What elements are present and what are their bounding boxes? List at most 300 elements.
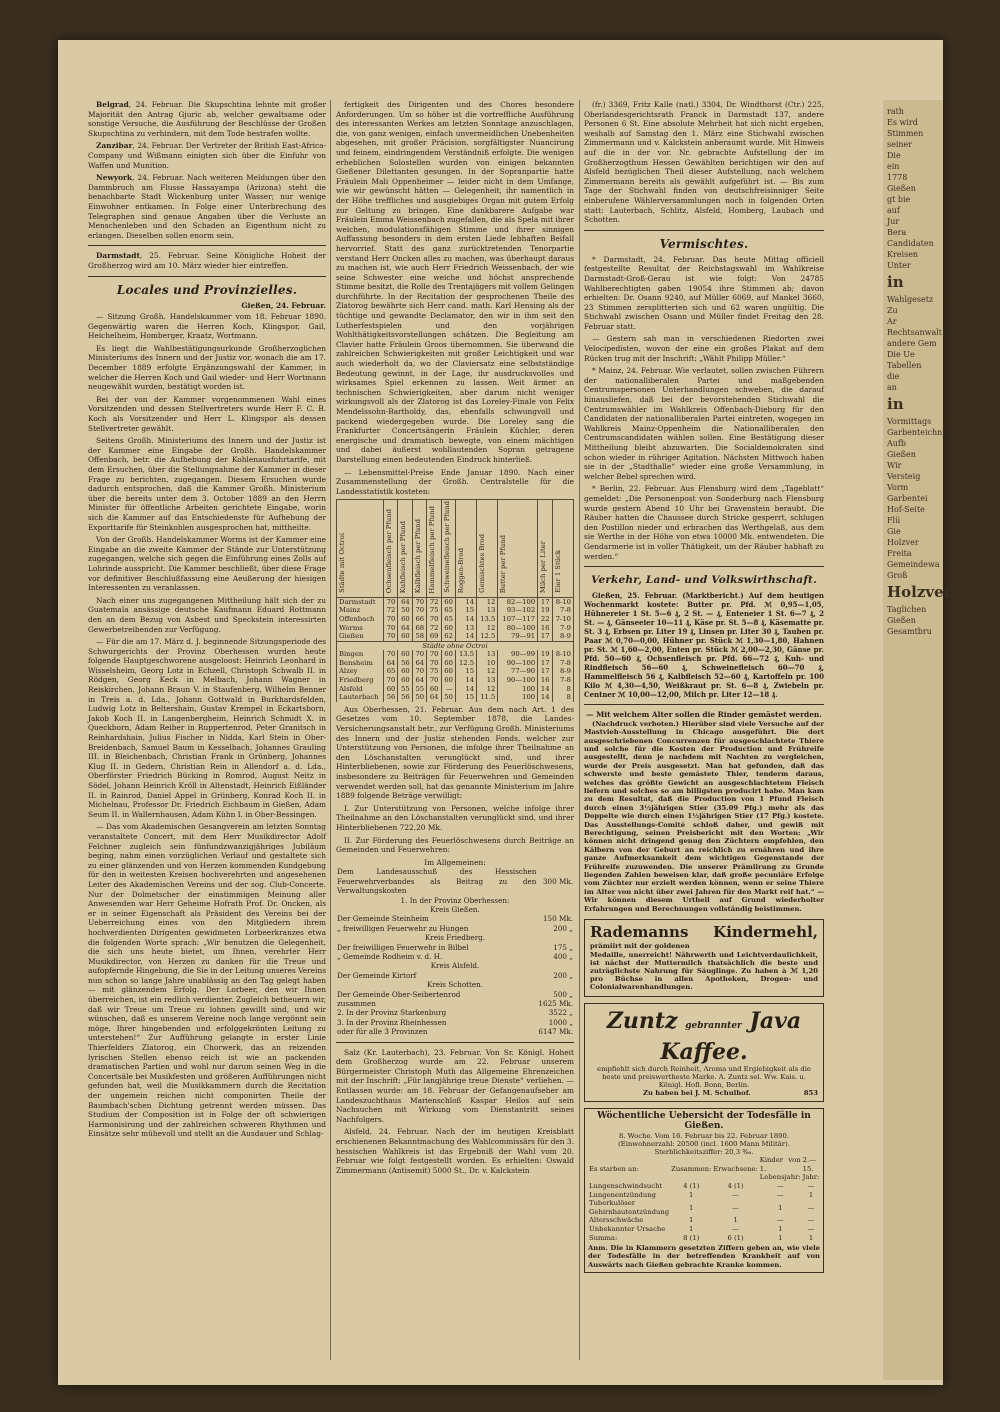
deaths-cell: 4 (1) <box>727 1182 744 1191</box>
table-cell: Lauterbach <box>337 693 384 702</box>
funds-amount: 6147 Mk. <box>538 1027 573 1037</box>
table-row <box>337 632 574 641</box>
table-header <box>455 500 476 597</box>
edge-fragment: Candidaten <box>887 239 934 248</box>
table-cell: 68 <box>412 624 426 633</box>
deaths-row <box>588 1225 820 1234</box>
funds-row <box>336 896 574 905</box>
edge-fragment: Flü <box>887 516 901 525</box>
deaths-title: Wöchentliche Uebersicht der Todesfälle in Gießen. <box>597 1111 811 1132</box>
table-header <box>498 500 538 597</box>
funds-row <box>336 924 574 933</box>
edge-fragment: Freita <box>887 549 912 558</box>
divider <box>88 245 326 246</box>
article-darmstadt: Darmstadt, 25. Februar. Seine Königliche Hoheit der Großherzog wird am 10. März wieder hier eintreffen. <box>88 251 326 270</box>
table-cell: 60 <box>441 667 455 676</box>
table-cell: 56 <box>383 693 397 702</box>
market-report: Gießen, 25. Februar. (Marktbericht.) Auf dem heutigen Wochenmarkt kostete: Butter pr. Pfd. ℳ 0,95—1,05, Hühnereier 1 St. 5—6 ₰, 2 St. — ₰, Enteneier 1 St. 6—7 ₰, 2 St. — ₰, Gänseeier 10—11 ₰, Käse pr. St. 5—8 ₰, Käsematte pr. St. 3 ₰, Erbsen pr. Liter 19 ₰, Linsen pr. Liter 30 ₰, Tauben pr. Paar ℳ 0,70—0,00, Hühner pr. Stück ℳ 1,30—1,80, Hahnen pr. St. ℳ 1,60—2,00, Enten pr. Stück ℳ 2,00—2,30, Gänse pr. Pfd. 50—60 ₰, Ochsenfleisch pr. Pfd. 66—72 ₰, Kuh- und Rindfleisch 56—60 ₰, Schweinefleisch 60—70 ₰, Hammelfleisch 56 ₰, Kalbfleisch 52—60 ₰, Kartoffeln pr. 100 Kilo ℳ 4,30—4,50, Weißkraut pr. St. 6—8 ₰, Zwiebeln pr. Centner ℳ 10,00—12,00, Milch pr. Liter 12—18 ₰. <box>584 591 824 700</box>
deaths-note: Anm. Die in Klammern gesetzten Ziffern geben an, wie viele der Todesfälle in der betreffenden Krankheit auf von Auswärts nach Gießen gebrachte Kranke kommen. <box>588 1244 820 1269</box>
edge-fragment: Die <box>887 151 901 160</box>
table-cell: 64 <box>412 659 426 668</box>
table-header-label: Butter per Pfund <box>499 534 508 594</box>
edge-fragment: Es wird <box>887 118 918 127</box>
deaths-cell: 1 <box>778 1203 783 1212</box>
table-cell: 65 <box>383 667 397 676</box>
column-rule <box>579 100 580 1360</box>
divider <box>584 230 824 231</box>
edge-fragment-big: in <box>887 395 904 413</box>
deaths-cell: Summa: <box>589 1233 618 1242</box>
table-cell: — <box>441 685 455 694</box>
funds-label: Kreis Alsfeld. <box>430 961 480 971</box>
deaths-cell: — <box>807 1216 815 1225</box>
deaths-cell: 4 (1) <box>683 1182 700 1191</box>
funds-label: 1. In der Provinz Oberhessen: <box>400 895 510 905</box>
funds-label: Der freiwilligen Feuerwehr in Bilbel <box>337 942 469 952</box>
table-cell: 100 <box>498 685 538 694</box>
table-header-label: Eier 1 Stück <box>553 550 562 594</box>
deaths-cell: 1 <box>689 1190 694 1199</box>
table-cell: 75 <box>427 606 441 615</box>
column-2 <box>336 100 574 1370</box>
table-header-label: Milch per Liter <box>539 541 548 594</box>
edge-fragment: Zu <box>887 306 898 315</box>
edge-fragment: seiner <box>887 140 913 149</box>
table-cell: 82—100 <box>498 597 538 606</box>
deaths-overview <box>584 1108 824 1272</box>
funds-row <box>336 952 574 961</box>
table-cell: 10 <box>477 659 498 668</box>
table-cell: 14 <box>538 693 552 702</box>
table-cell: 70 <box>427 659 441 668</box>
table-row <box>337 615 574 624</box>
table-cell: 55 <box>412 685 426 694</box>
table-cell: 17 <box>538 597 552 606</box>
table-cell: 70 <box>412 667 426 676</box>
table-cell: 64 <box>427 693 441 702</box>
deaths-cell: 1 <box>689 1203 694 1212</box>
deaths-cell: — <box>732 1225 739 1234</box>
deaths-cell: Altersschwäche <box>589 1216 644 1225</box>
table-cell: 70 <box>427 615 441 624</box>
table-cell: 14 <box>455 615 476 624</box>
table-cell: 72 <box>383 606 397 615</box>
table-header-label: Schweinefleisch per Pfund <box>442 501 451 594</box>
deaths-cell: — <box>776 1182 784 1191</box>
edge-fragment: Gießen <box>887 184 916 193</box>
table-cell: 65 <box>441 606 455 615</box>
deaths-cell: — <box>776 1190 784 1199</box>
funds-row <box>336 999 574 1008</box>
cattle-article: (Nachdruck verboten.) Hierüber sind viele Versuche auf der Mastvieh-Ausstellung in Chicago ausgeführt. Die dort ausgeschriebenen Concurrenzen für ausgeschlachtete Thiere und solche für die Kosten der Production und Frühreife ausgestellt, denn je nachdem mit Nachten zu vergleichen, wurde der Preis ausgesetzt. Man hat gefunden, daß das schwerste und beste gemästete Thier, tenderm daraus, welches das größte Gewicht an ausgeschlachtetem Fleisch liefern und solches so am billigsten producirt habe. Man kam zu dem Resultat, daß die Production von 1 Pfund Fleisch durch einen 3½jährigen Stier (35.09 Pfg.) mehr als das Doppelte wie durch einen 1½jährigen Stier (17 Pfg.) kostete. Das Ausstellungs-Comité schloß daher, und gewiß mit Berechtigung, seinen Preisbericht mit den Worten: „Wir können nicht dringend genug den Züchtern empfehlen, den Kälbern von der Geburt an reichlich zu ernähren und ihre ganze Aufmerksamkeit dem wichtigen Gegenstande der Frühreife zuzuwenden. Die unserer Prämiirung zu Grunde liegenden Zahlen beweisen klar, daß große pecuniäre Erfolge vom Züchter nur erzielt werden können, wenn er seine Thiere im Alter von nicht über zwei Jahren für den Markt reif hat.“ — Wir können diesem Urtheil auf Grund wiederholter Erfahrungen und Berechnungen vollständig beistimmen. <box>584 719 824 913</box>
adjacent-page-edge <box>883 100 952 1380</box>
ad-rademann-title: Rademanns Kindermehl, <box>590 923 818 942</box>
table-cell: 14 <box>455 676 476 685</box>
table-header-label: Hammelfleisch per Pfund <box>428 505 437 594</box>
edge-fragment: ein <box>887 162 900 171</box>
edge-fragment: an <box>887 383 897 392</box>
table-cell: 70 <box>383 615 397 624</box>
deaths-cell: 1 <box>733 1216 738 1225</box>
funds-amount: 200 „ <box>553 970 573 980</box>
paragraph: Von der Großh. Handelskammer Worms ist der Kammer eine Eingabe an die zweite Kammer der Stände zur Unterstützung zugegangen, welche sich gegen die Einführung eines Zolls auf Lohrinde ausspricht. Die Kammer beschließt, über diese Frage vor definitiver Beschlußfassung eine Aeußerung der hiesigen Interessenten zu veranlassen. <box>88 535 326 593</box>
table-cell: 13 <box>477 606 498 615</box>
table-cell: 12.5 <box>477 632 498 641</box>
paragraph: * Berlin, 22. Februar. Aus Flensburg wird dem „Tageblatt“ gemeldet: „Die Personenpost von Sonderburg nach Flensburg wurde gestern Abend 10 Uhr bei Gravenstein beraubt. Die Räuber hatten die Chaussee durch Stricke gesperrt, schlugen den Postillon nieder und erbrachen das Werthgelaß, aus dem sie Werthe in der Höhe von etwa 10000 Mk. entwendeten. Die Gendarmerie ist in voller Thätigkeit, um der Räuber habhaft zu werden.“ <box>584 484 824 561</box>
deaths-cell: 6 (1) <box>727 1233 744 1242</box>
paragraph: Nach einer uns zugegangenen Mittheilung hält sich der zu Guatemala ansässige deutsche Kaufmann Eduard Rottmann den an dem Bezug von Asbest und Speckstein interessirten Gewerbetreibenden zur Verfügung. <box>88 595 326 634</box>
edge-fragment: 1778 <box>887 173 908 182</box>
table-cell: 60 <box>383 685 397 694</box>
table-cell: 79—91 <box>498 632 538 641</box>
table-cell: Alsfeld <box>337 685 384 694</box>
table-row <box>337 606 574 615</box>
table-cell: Alzey <box>337 667 384 676</box>
edge-fragment: Stimmen <box>887 129 924 138</box>
deaths-population: (Einwohnerzahl: 20500 (incl. 1600 Mann Militär). <box>618 1139 790 1148</box>
deaths-cell: — <box>732 1190 739 1199</box>
table-cell: 60 <box>441 597 455 606</box>
paragraph: Es liegt die Wahlbestätigungsurkunde Großherzoglichen Ministeriums des Innern und der Justiz vor, wonach die am 17. December 1889 erfolgte Ergänzungswahl der Kammer, in welcher die Herren Koch und Gail wieder- und Herr Wortmann neugewählt wurden, bestätigt worden ist. <box>88 343 326 392</box>
deaths-cell: 1 <box>808 1233 814 1242</box>
table-cell: 13 <box>477 650 498 659</box>
funds-label: Kreis Friedberg. <box>424 933 486 943</box>
funds-row <box>336 961 574 970</box>
edge-fragment: Versteig <box>887 472 921 481</box>
ad-rademann <box>584 919 824 997</box>
table-cell: 8-9 <box>552 667 573 676</box>
table-cell: 50 <box>412 693 426 702</box>
funds-row <box>336 867 574 895</box>
food-prices-table <box>336 499 574 702</box>
divider <box>584 566 824 567</box>
table-cell: 70 <box>427 650 441 659</box>
deaths-rate: Sterblichkeitsziffer: 20,3 ‰. <box>654 1148 754 1157</box>
table-cell: 7-8 <box>552 606 573 615</box>
table-cell: Bensheim <box>337 659 384 668</box>
funds-general-label: Im Allgemeinen: <box>424 857 486 867</box>
table-cell: 8-9 <box>552 632 573 641</box>
funds-row <box>336 980 574 989</box>
deaths-cell: 1 <box>689 1225 694 1234</box>
edge-fragment: Holzver <box>887 538 919 547</box>
table-cell: 50 <box>398 606 412 615</box>
table-cell: 64 <box>412 676 426 685</box>
table-cell: 60 <box>398 650 412 659</box>
table-cell: 64 <box>398 624 412 633</box>
table-header <box>427 500 441 597</box>
table-cell: 17 <box>538 659 552 668</box>
ad-rademann-prize: prämiirt mit der goldenen <box>590 942 690 951</box>
table-row <box>337 676 574 685</box>
edge-fragment: Garbentei <box>887 494 928 503</box>
paragraph: (fr.) 3369, Fritz Kalle (natl.) 3304, Dr. Windthorst (Ctr.) 225, Oberlandesgerichtsrath Franck in Darmstadt 137, andere Personen 6 St. Eine absolute Mehrheit hat sich nicht ergeben, weshalb auf Samstag den 1. März eine Stichwahl zwischen Zimmermann und v. Kalckstein anberaumt wurde. Mit Hinweis auf die in der vor. Nr. gebrachte Aufstellung der im Großherzogthum Hessen Gewählten berichtigen wir den auf Alsfeld bezüglichen Theil dieser Aufstellung, nach welchem Zimmermann bereits als gewählt aufgeführt ist. — Bis zum Tage der Stichwahl finden von deutschfreisinniger Seite einberufene Wählerversammlungen noch in folgenden Orten statt: Lauterbach, Schlitz, Alsfeld, Homberg, Laubach und Schotten. <box>584 100 824 225</box>
table-cell: 14 <box>455 597 476 606</box>
table-cell: 60 <box>398 667 412 676</box>
table-cell: 72 <box>427 624 441 633</box>
table-cell: 7-10 <box>552 615 573 624</box>
table-cell: 12.5 <box>455 659 476 668</box>
funds-label: Der Gemeinde Ober-Seibertenrod <box>337 989 461 999</box>
cattle-article-title: — Mit welchem Alter sollen die Rinder gemästet werden. <box>586 710 822 720</box>
deaths-cell: 1 <box>778 1233 783 1242</box>
prices-intro: — Lebensmittel-Preise Ende Januar 1890. Nach einer Zusammenstellung der Großh. Centralstelle für die Landesstatistik kosteten: <box>336 467 574 496</box>
edge-fragment: Bera <box>887 228 907 237</box>
deaths-header-cell: Kinder von 1. Lebensjahr: <box>759 1156 801 1182</box>
table-group-label: Städte ohne Octroi <box>337 641 574 650</box>
funds-label: „ freiwilligen Feuerwehr zu Hungen <box>337 923 469 933</box>
edge-fragment: Gießen <box>887 616 916 625</box>
table-header-label: Kalbfleisch per Pfund <box>413 518 422 594</box>
table-cell: 90—100 <box>498 659 538 668</box>
table-cell: 60 <box>441 650 455 659</box>
funds-row <box>336 1027 574 1036</box>
table-cell: Mainz <box>337 606 384 615</box>
deaths-cell: — <box>776 1216 784 1225</box>
section-title-verkehr: Verkehr, Land- und Volkswirthschaft. <box>591 574 817 587</box>
table-cell: 70 <box>412 650 426 659</box>
paragraph: Seitens Großh. Ministeriums des Innern und der Justiz ist der Kammer eine Eingabe der Großh. Handelskammer Offenbach, betr. die Aufhebung der Kohlenausfuhrtarife, mit dem Ersuchen, über die Stellungnahme der Kammer in dieser Frage zu berichten, zugegangen. Diesem Ersuchen wurde dadurch entsprochen, daß die Kammer Großh. Ministerium über die bereits unter dem 3. October 1889 an den Herrn Minister für öffentliche Arbeiten gerichtete Eingabe, worin sich die Kammer auf das Entschiedenste für Aufhebung der Exporttarife für Steinkohlen ausgesprochen hat, mittheilte. <box>88 436 326 532</box>
edge-fragment: Wahlgesetz <box>887 295 934 304</box>
table-cell: 22 <box>538 615 552 624</box>
table-cell: 11.5 <box>477 693 498 702</box>
funds-label: Der Gemeinde Kirtorf <box>337 970 417 980</box>
article-zanzibar: Zanzibar, 24. Februar. Der Vertreter der British East-Africa-Company und Wißmann einigten sich über die Einfuhr von Waffen und Munition. <box>88 141 326 170</box>
table-cell: 70 <box>412 597 426 606</box>
table-cell: 13.5 <box>455 650 476 659</box>
funds-row <box>336 1008 574 1017</box>
funds-row <box>336 933 574 942</box>
edge-fragment: gt bie <box>887 195 911 204</box>
table-cell: 58 <box>412 632 426 641</box>
deaths-row <box>588 1216 820 1225</box>
table-row <box>337 597 574 606</box>
table-cell: 14 <box>538 685 552 694</box>
deaths-header-cell: Erwachsene: <box>713 1164 758 1173</box>
table-row <box>337 650 574 659</box>
table-cell: 80—100 <box>498 624 538 633</box>
deaths-cell: Unbekannter Ursache <box>589 1225 666 1234</box>
table-cell: Darmstadt <box>337 597 384 606</box>
table-cell: 90—100 <box>498 676 538 685</box>
paragraph: fertigkeit des Dirigenten und des Chores besondere Anforderungen. Um so höher ist die vortreffliche Ausführung des interessanten Werkes am letzten Sonntage anzuschlagen, die, von ganz wenigen, einfach unvermeidlichen Unebenheiten abgesehen, mit großer Präcision, sorgfältigster Nuancirung und feinem, eindringendem Verständniß erfolgte. Die wenigen erheblichen Solostellen wurden von einigen bekannten Gießener Dilettanten gesungen. In der Sopranpartie hatte Fräulein Mali Oppenheimer — leider nicht in dem Umfange, wie wir gewünscht hätten — Gelegenheit, ihr namentlich in der Höhe treffliches und ausgiebiges Organ mit gutem Erfolg zur Geltung zu bringen. Eine dankbarere Aufgabe war Fräulein Emma Weissenbach zugefallen, die als Spela mit ihrer weichen, modulationsfähigen Stimme und ihrer sinnigen Auffassung besonders in dem ersten Liede lebhaften Beifall hervorrief. Statt des ganz zurücktretenden Tenorpartie verstand Herr Oncken alles zu machen, was überhaupt daraus zu machen ist, wie auch Herr Friedrich Weissenbach, der wie seine Schwester eine weiche und höchst ansprechende Stimme besitzt, die Rolle des Trentajägers mit vollem Gelingen durchführte. In der Recitation der gesprochenen Theile des Zlatorog bewährte sich Herr cand. math. Karl Hensing als der tüchtige und gewandte Declamator, den wir in ihm seit den Lutherfestspielen und den vorjährigen Wohlthätigkeitsvorstellungen schätzen. Die Begleitung am Clavier hatte Fräulein Groos übernommen. Sie überwand die zahlreichen Schwierigkeiten mit großer Leichtigkeit und war auch wiederholt da, wo der Claviersatz eine selbstständige Bedeutung gewinnt, in der Lage, ihr ausdrucksvolles und wirksames Spiel erkennen zu lassen. Weit ärmer an technischen Schwierigkeiten, aber darum nicht weniger wirkungsvoll als der Zlatorog ist das Loreley-Finale von Felix Mendelssohn-Bartholdy, das, ebenfalls schwungvoll und packend wiedergegeben wurde. Die Loreley sang die Frankfurter Concertsängerin Fräulein Küchler, deren energische und dramatisch bewegte, von einem mächtigen und dabei äußerst wohllautenden Sopran getragene Darstellung einen bedeutenden Eindruck hinterließ. <box>336 100 574 464</box>
funds-label: zusammen <box>337 999 376 1009</box>
deaths-cell: Tuberkulöser Gehirnhautentzündung <box>589 1199 670 1216</box>
table-cell: 69 <box>427 632 441 641</box>
deaths-row <box>588 1182 820 1191</box>
edge-fragment: andere Gem <box>887 339 937 348</box>
column-1 <box>88 100 326 1370</box>
table-row <box>337 624 574 633</box>
table-cell: 19 <box>538 650 552 659</box>
ad-zuntz-subtitle: empfiehlt sich durch Reinheit, Aroma und Ergiebigkeit als die beste und preiswertheste Marke. A. Zuntz sel. Ww. Kais. u. Königl. Hofl. Bonn, Berlin. <box>597 1064 811 1090</box>
table-cell: 70 <box>383 632 397 641</box>
paragraph: * Darmstadt, 24. Februar. Das heute Mittag officiell festgestellte Resultat der Reichstagswahl im Wahlkreise Darmstadt-Groß-Gerau ist wie folgt: Von 24785 Wahlberechtigten gaben 19054 ihre Stimmen ab; davon erhielten: Dr. Osann 9240, auf Müller 6069, auf Mankel 3660, 23 Stimmen zersplitterten sich und 62 waren ungültig. Die Stichwahl zwischen Osann und Müller findet Freitag den 28. Februar statt. <box>584 254 824 331</box>
table-cell: 72 <box>427 597 441 606</box>
ad-zuntz-logo: Zuntz gebrannter Java Kaffee. <box>606 1007 802 1065</box>
funds-table <box>336 867 574 1036</box>
table-cell: 93—102 <box>498 606 538 615</box>
table-cell: 77—90 <box>498 667 538 676</box>
funds-label: Der Gemeinde Steinheim <box>337 914 429 924</box>
table-cell: 60 <box>441 624 455 633</box>
table-cell: 70 <box>427 676 441 685</box>
table-cell: Bingen <box>337 650 384 659</box>
paragraph: — Für die am 17. März d. J. beginnende Sitzungsperiode des Schwurgerichts der Provinz Oberhessen wurden heute folgende Hauptgeschworene ausgeloost: Heinrich Leonhard in Wisselsheim, Georg Lotz in Echzell, Christoph Schwalb II. in Rödgen, Georg Keck in Melbach, Johann Wagner in Reiskirchen, Johann Braun V. in Staufenberg, Wilhelm Benner in Treis a. d. Lda., Johann Gottwald in Burkhardsfelden, Ludwig Lotz in Beltershain, Gustav Krempel in Eckartsborn, Jakob Koch II. in Langenbergheim, Heinrich Schmidt X. in Queckborn, Adam Reiber in Ruppertenrod, Peter Granitsch in Reinhardshain, Julius Fischer in Nidda, Karl Stein in Ober-Breidenbach, Samuel Baum in Kesselbach, Johannes Grauling III. in Bleichenbach, Christian Frank in Grünberg, Johannes Klug II. in Gedern, Christian Rein in Allendorf a. d. Lda., Oberförster Friedrich Bücking in Romrod, August Neitz in Södel, Johann Heinrich Kröll in Altenstadt, Heinrich Eißländer II. in Rainrod, Daniel Appel in Grünberg, Konrad Koch II. in Michelnau, Professor Dr. Friedrich Eichbaum in Gießen, Adam Seum II. in Wallernhausen, Adam Kühn I. in Ober-Bessingen. <box>88 637 326 819</box>
table-header-label: Gemischtes Brod <box>478 534 487 594</box>
table-header-label: Städte mit Octroi <box>338 533 346 594</box>
article-belgrad: Belgrad, 24. Februar. Die Skupschtina lehnte mit großer Majorität den Antrag Gjuric ab, welcher gewaltsame oder sonstige Versuche, die Ausführung der Beschlüsse der Großen Skupschtina zu verhindern, mit dem Tode bestrafen wollte. <box>88 100 326 138</box>
edge-fragment: Taglichen <box>887 605 927 614</box>
table-cell: 17 <box>538 667 552 676</box>
table-header-label: Roggen-Brod <box>456 547 465 594</box>
table-cell: 60 <box>427 685 441 694</box>
funds-amount: 500 „ <box>553 989 573 999</box>
table-cell: 15 <box>455 667 476 676</box>
column-3 <box>584 100 824 1370</box>
table-cell: 64 <box>398 597 412 606</box>
funds-row <box>336 943 574 952</box>
ad-zuntz-dealer: Zu haben bei J. M. Schulhof. 853 <box>643 1089 818 1098</box>
section-title-vermischtes: Vermischtes. <box>659 236 749 251</box>
table-cell: 64 <box>383 659 397 668</box>
deaths-cell: Lungenschwindsucht <box>589 1182 663 1191</box>
funds-amount: 400 „ <box>553 952 573 962</box>
table-group-row <box>337 641 574 650</box>
edge-fragment-big: in <box>887 273 904 291</box>
edge-fragment-big: Holzver <box>887 583 952 601</box>
edge-fragment: Gie <box>887 527 901 536</box>
funds-row <box>336 990 574 999</box>
section-title-locales: Locales und Provinzielles. <box>116 282 298 297</box>
deaths-header-cell: Es starben an: <box>589 1164 639 1173</box>
deaths-table <box>588 1156 820 1242</box>
table-header <box>441 500 455 597</box>
table-cell: 55 <box>398 685 412 694</box>
table-header <box>552 500 573 597</box>
table-row <box>337 667 574 676</box>
paragraph: Bei der von der Kammer vorgenommenen Wahl eines Vorsitzenden und dessen Stellvertreters wurde Herr F. C. B. Koch als Vorsitzender und Herr L. Klingspor als dessen Stellvertreter gewählt. <box>88 394 326 433</box>
table-cell: 75 <box>427 667 441 676</box>
edge-fragment: rath <box>887 107 904 116</box>
edge-fragment: Vorm <box>887 483 909 492</box>
table-cell: 8 <box>552 685 573 694</box>
table-row <box>337 659 574 668</box>
edge-fragment: Gemeindewa <box>887 560 940 569</box>
funds-row <box>336 1018 574 1027</box>
edge-fragment: Groß <box>887 571 908 580</box>
table-row <box>337 693 574 702</box>
deaths-header-cell: Zusammen: <box>671 1164 712 1173</box>
table-cell: Offenbach <box>337 615 384 624</box>
table-cell: 13 <box>477 676 498 685</box>
table-header <box>337 500 384 597</box>
deaths-week: 8. Woche. Vom 16. Februar bis 22. Februar 1890. <box>619 1131 789 1140</box>
table-cell: 60 <box>398 676 412 685</box>
edge-fragment: Gesamtbru <box>887 627 932 636</box>
table-header <box>383 500 397 597</box>
table-header <box>398 500 412 597</box>
deaths-cell: — <box>807 1182 815 1191</box>
table-cell: 60 <box>398 615 412 624</box>
table-cell: 7-8 <box>552 659 573 668</box>
edge-fragment: Garbenteichn <box>887 428 943 437</box>
table-cell: 15 <box>455 693 476 702</box>
funds-amount: 300 Mk. <box>542 876 573 886</box>
ad-rademann-text: Medaille, unerreicht! Nährwerth und Leichtverdaulichkeit, ist nächst der Muttermilch thatsächlich die beste und zuträglichste Nahrung für Säuglinge. Zu haben à ℳ 1,20 pro Büchse in allen Apotheken, Drogen- und Colonialwarenhandlungen. <box>590 950 818 992</box>
edge-fragment: Vormittags <box>887 417 932 426</box>
deaths-row <box>588 1234 820 1243</box>
table-header-label: Ochsenfleisch per Pfund <box>384 508 393 594</box>
table-cell: 13 <box>455 624 476 633</box>
newspaper-page <box>58 40 952 1385</box>
edge-fragment: Tabellen <box>887 361 922 370</box>
table-cell: 60 <box>441 676 455 685</box>
edge-fragment: Hof-Seite <box>887 505 925 514</box>
table-cell: 90—99 <box>498 650 538 659</box>
paragraph: — Sitzung Großh. Handelskammer vom 18. Februar 1890. Gegenwärtig waren die Herren Koch, Klingspor, Gail, Heichelheim, Homberger, Kraatz, Wortmann. <box>88 312 326 341</box>
deaths-cell: Lungenentzündung <box>589 1190 656 1199</box>
table-cell: 70 <box>383 597 397 606</box>
edge-fragment: auf <box>887 206 900 215</box>
table-header-label: Kuhfleisch per Pfund <box>399 520 408 594</box>
table-cell: 19 <box>538 606 552 615</box>
deaths-cell: — <box>807 1225 815 1234</box>
funds-label: oder für alle 3 Provinzen <box>337 1027 428 1037</box>
table-cell: 14 <box>455 632 476 641</box>
table-cell: 12 <box>477 685 498 694</box>
table-cell: 66 <box>412 615 426 624</box>
edge-fragment: Ar <box>887 317 897 326</box>
edge-fragment: Die Ue <box>887 350 915 359</box>
table-cell: 60 <box>441 659 455 668</box>
table-cell: 60 <box>398 632 412 641</box>
funds-label: Dem Landesausschuß des Hessischen Feuerwehrverbandes als Beitrag zu den Verwaltungskosten <box>337 867 537 896</box>
funds-label: 2. In der Provinz Starkenburg <box>337 1008 447 1018</box>
table-cell: 14 <box>455 685 476 694</box>
table-header <box>538 500 552 597</box>
table-cell: 8 <box>552 693 573 702</box>
edge-fragment: Aufb <box>887 439 907 448</box>
deaths-cell: 1 <box>808 1190 814 1199</box>
deaths-cell: 1 <box>778 1225 783 1234</box>
table-cell: 8-10 <box>552 650 573 659</box>
table-row <box>337 685 574 694</box>
edge-fragment: Kreisen <box>887 250 919 259</box>
table-cell: 100 <box>498 693 538 702</box>
edge-fragment: Jur <box>887 217 900 226</box>
table-cell: 50 <box>441 693 455 702</box>
table-cell: 62 <box>441 632 455 641</box>
table-cell: 107—117 <box>498 615 538 624</box>
edge-fragment: Unter <box>887 261 911 270</box>
dateline: Gießen, 24. Februar. <box>241 300 326 310</box>
paragraph: — Das vom Akademischen Gesangverein am letzten Sonntag veranstaltete Concert, mit dem Herr Musikdirector Adolf Felchner zugleich sein fünfundzwanzigjähriges Jubiläum beging, nahm einen vorzüglichen Verlauf und gestaltete sich zu einer glänzenden und von Herzen kommenden Kundgebung für den in weitesten Kreisen hochverehrten und angesehenen Leiter des Akademischen Vereins und der sog. Club-Concerte. Nur der Dolmetscher der einstimmigen Meinung aller Anwesenden war Herr Geheime Hofrath Prof. Dr. Oncken, als er in seiner Eigenschaft als Präsident des Vereins bei der Ueberreichung eines von den Mitgliedern ihrem hochverdienten Dirigenten gewidmeten Lorbeerkranzes etwa die folgenden Worte sprach: „Wir benutzen die Gelegenheit, die sich uns heute bietet, um Ihnen, verehrter Herr Musikdirector, von Herzen zu danken für die Treue und aufopfernde Hingebung, die Sie in der Leitung unseres Vereins nun schon so lange Jahre unablässig an den Tag gelegt haben — mit glänzendem Erfolg. Der Lorbeer, den wir Ihnen überreichen, ist ein redlich verdienter. Zugleich betheuern wir, daß wir Treue um Treue zu lohnen gewillt sind, und wir wünschen, daß es unserem Vereine noch lange vergönnt sein möge, Ihrer hingebenden und erfolggekrönten Leitung zu unterstehen!“ Zur Aufführung gelangte in erster Linie Thierfelders Zlatorog, ein Chorwerk, das an reizenden lyrischen Stellen ebenso reich ist wie an packenden dramatischen Partien und wohl nur darum seinen Weg in die Concertsäle bei Musikfesten und größeren Aufführungen nicht gefunden hat, weil die Musikkammern durch die Recitation der ungemein reichen nicht componirten Theile der Baumbach'schen Dichtung getrennt werden müssen. Das Studium der Composition ist in Folge der oft schwierigen Harmonisirung und der zahlreichen schweren Rhythmen und Einsätze sehr mühevoll und stellt an die Ausdauer und Schlag- <box>88 822 326 1139</box>
funds-amount: 1000 „ <box>548 1017 573 1027</box>
deaths-header-cell: 2.—15. Jahr: <box>802 1156 820 1182</box>
article-salz: Salz (Kr. Lauterbach), 23. Februar. Von Sr. Königl. Hoheit dem Großherzog wurde am 22. Februar unserem Bürgermeister Christoph Muth das Allgemeine Ehrenzeichen mit der Inschrift: „Für langjährige treue Dienste“ verliehen. — Entlassen wurde: am 18. Februar der Gefangenaufseher am Landeszuchthaus Marienschloß Kaspar Heilos auf sein Nachsuchen mit Wirkung vom Dienstantritt seines Nachfolgers. <box>336 1047 574 1124</box>
table-cell: 15 <box>455 606 476 615</box>
funds-amount: 1625 Mk. <box>538 999 573 1009</box>
deaths-row <box>588 1199 820 1216</box>
table-cell: 12 <box>477 667 498 676</box>
funds-label: „ Gemeinde Rodheim v. d. H. <box>337 952 443 962</box>
funds-amount: 175 „ <box>553 942 573 952</box>
paragraph: — Gestern sah man in verschiedenen Riedorten zwei Velocipedisten, wovon der eine ein großes Plakat auf dem Rücken trug mit der Inschrift: „Wählt Philipp Müller.“ <box>584 334 824 363</box>
table-cell: Gießen <box>337 632 384 641</box>
table-cell: 7-8 <box>552 676 573 685</box>
table-cell: 70 <box>383 676 397 685</box>
